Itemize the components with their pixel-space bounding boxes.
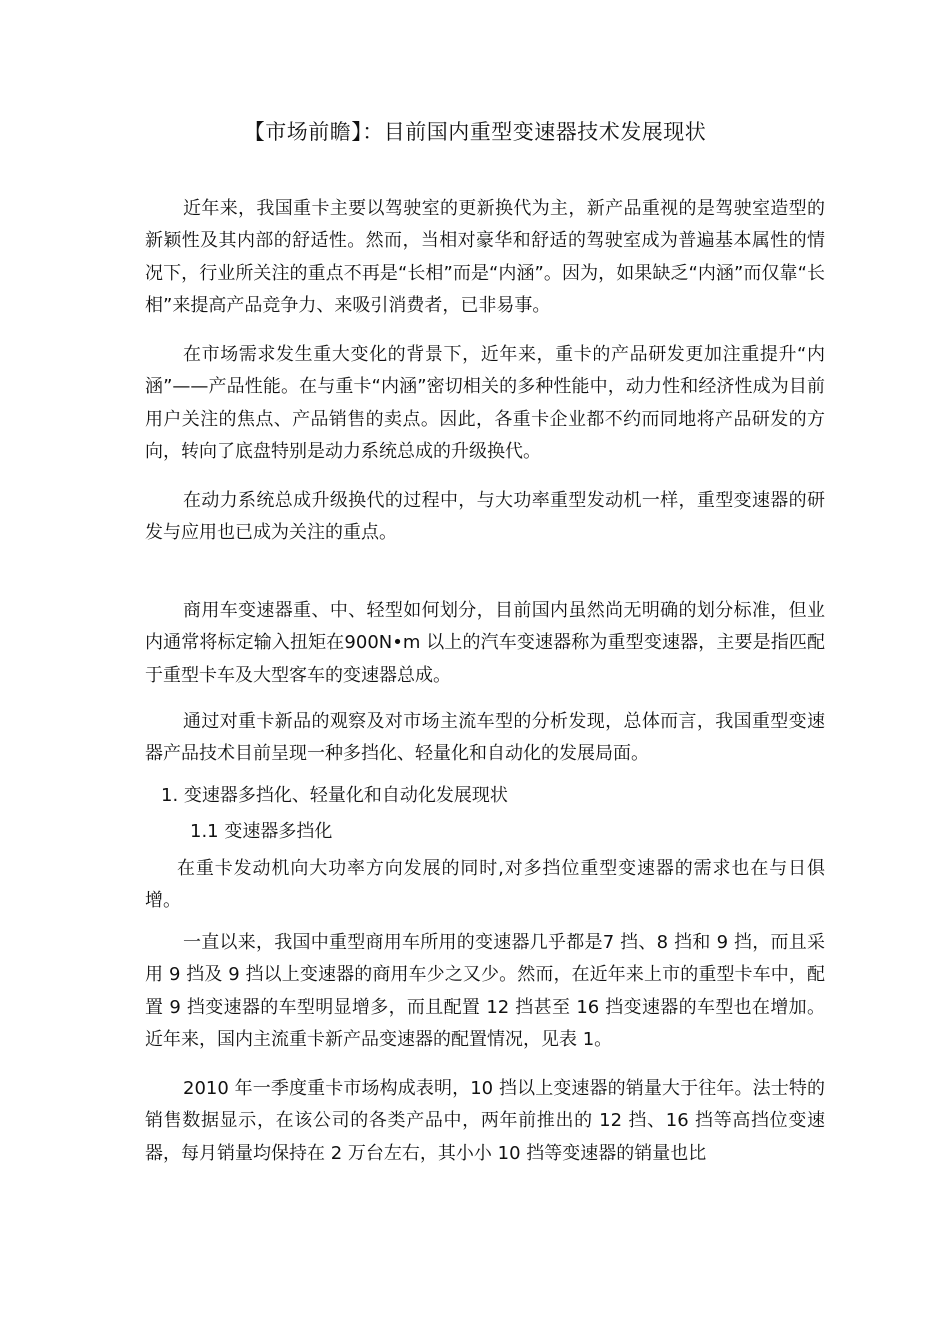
paragraph: 近年来，我国重卡主要以驾驶室的更新换代为主，新产品重视的是驾驶室造型的新颖性及其内部的舒适性。然而，当相对豪华和舒适的驾驶室成为普遍基本属性的情况下，行业所关注的重点不再是“长相”而是“内涵”。因为，如果缺乏“内涵”而仅靠“长相”来提高产品竞争力、来吸引消费者，已非易事。: [145, 198, 825, 316]
paragraph: 在动力系统总成升级换代的过程中，与大功率重型发动机一样，重型变速器的研发与应用也已成为关注的重点。: [145, 490, 825, 544]
paragraph: 在市场需求发生重大变化的背景下，近年来，重卡的产品研发更加注重提升“内涵”——产品性能。在与重卡“内涵”密切相关的多种性能中，动力性和经济性成为目前用户关注的焦点、产品销售的卖点。因此，各重卡企业都不约而同地将产品研发的方向，转向了底盘特别是动力系统总成的升级换代。: [145, 344, 825, 462]
document-title: 【市场前瞻】：目前国内重型变速器技术发展现状: [243, 120, 707, 144]
paragraph: 2010 年一季度重卡市场构成表明，10 挡以上变速器的销量大于往年。法士特的销售数据显示，在该公司的各类产品中，两年前推出的 12 挡、16 挡等高挡位变速器，每月销量均保持在 2 万台左右，其小小 10 挡等变速器的销量也比: [145, 1078, 825, 1164]
paragraph: 一直以来，我国中重型商用车所用的变速器几乎都是7 挡、8 挡和 9 挡，而且采用 9 挡及 9 挡以上变速器的商用车少之又少。然而，在近年来上市的重型卡车中，配置 9 挡变速器的车型明显增多，而且配置 12 挡甚至 16 挡变速器的车型也在增加。近年来，国内主流重卡新产品变速器的配置情况，见表 1。: [145, 932, 825, 1050]
subsection-heading: 1.1 变速器多挡化: [190, 821, 333, 842]
paragraph: 在重卡发动机向大功率方向发展的同时,对多挡位重型变速器的需求也在与日俱增。: [145, 858, 825, 912]
paragraph: 通过对重卡新品的观察及对市场主流车型的分析发现，总体而言，我国重型变速器产品技术目前呈现一种多挡化、轻量化和自动化的发展局面。: [145, 711, 825, 765]
section-heading: 1. 变速器多挡化、轻量化和自动化发展现状: [161, 785, 508, 806]
paragraph: 商用车变速器重、中、轻型如何划分，目前国内虽然尚无明确的划分标准，但业内通常将标定输入扭矩在900N•m 以上的汽车变速器称为重型变速器，主要是指匹配于重型卡车及大型客车的变速器总成。: [145, 600, 825, 686]
